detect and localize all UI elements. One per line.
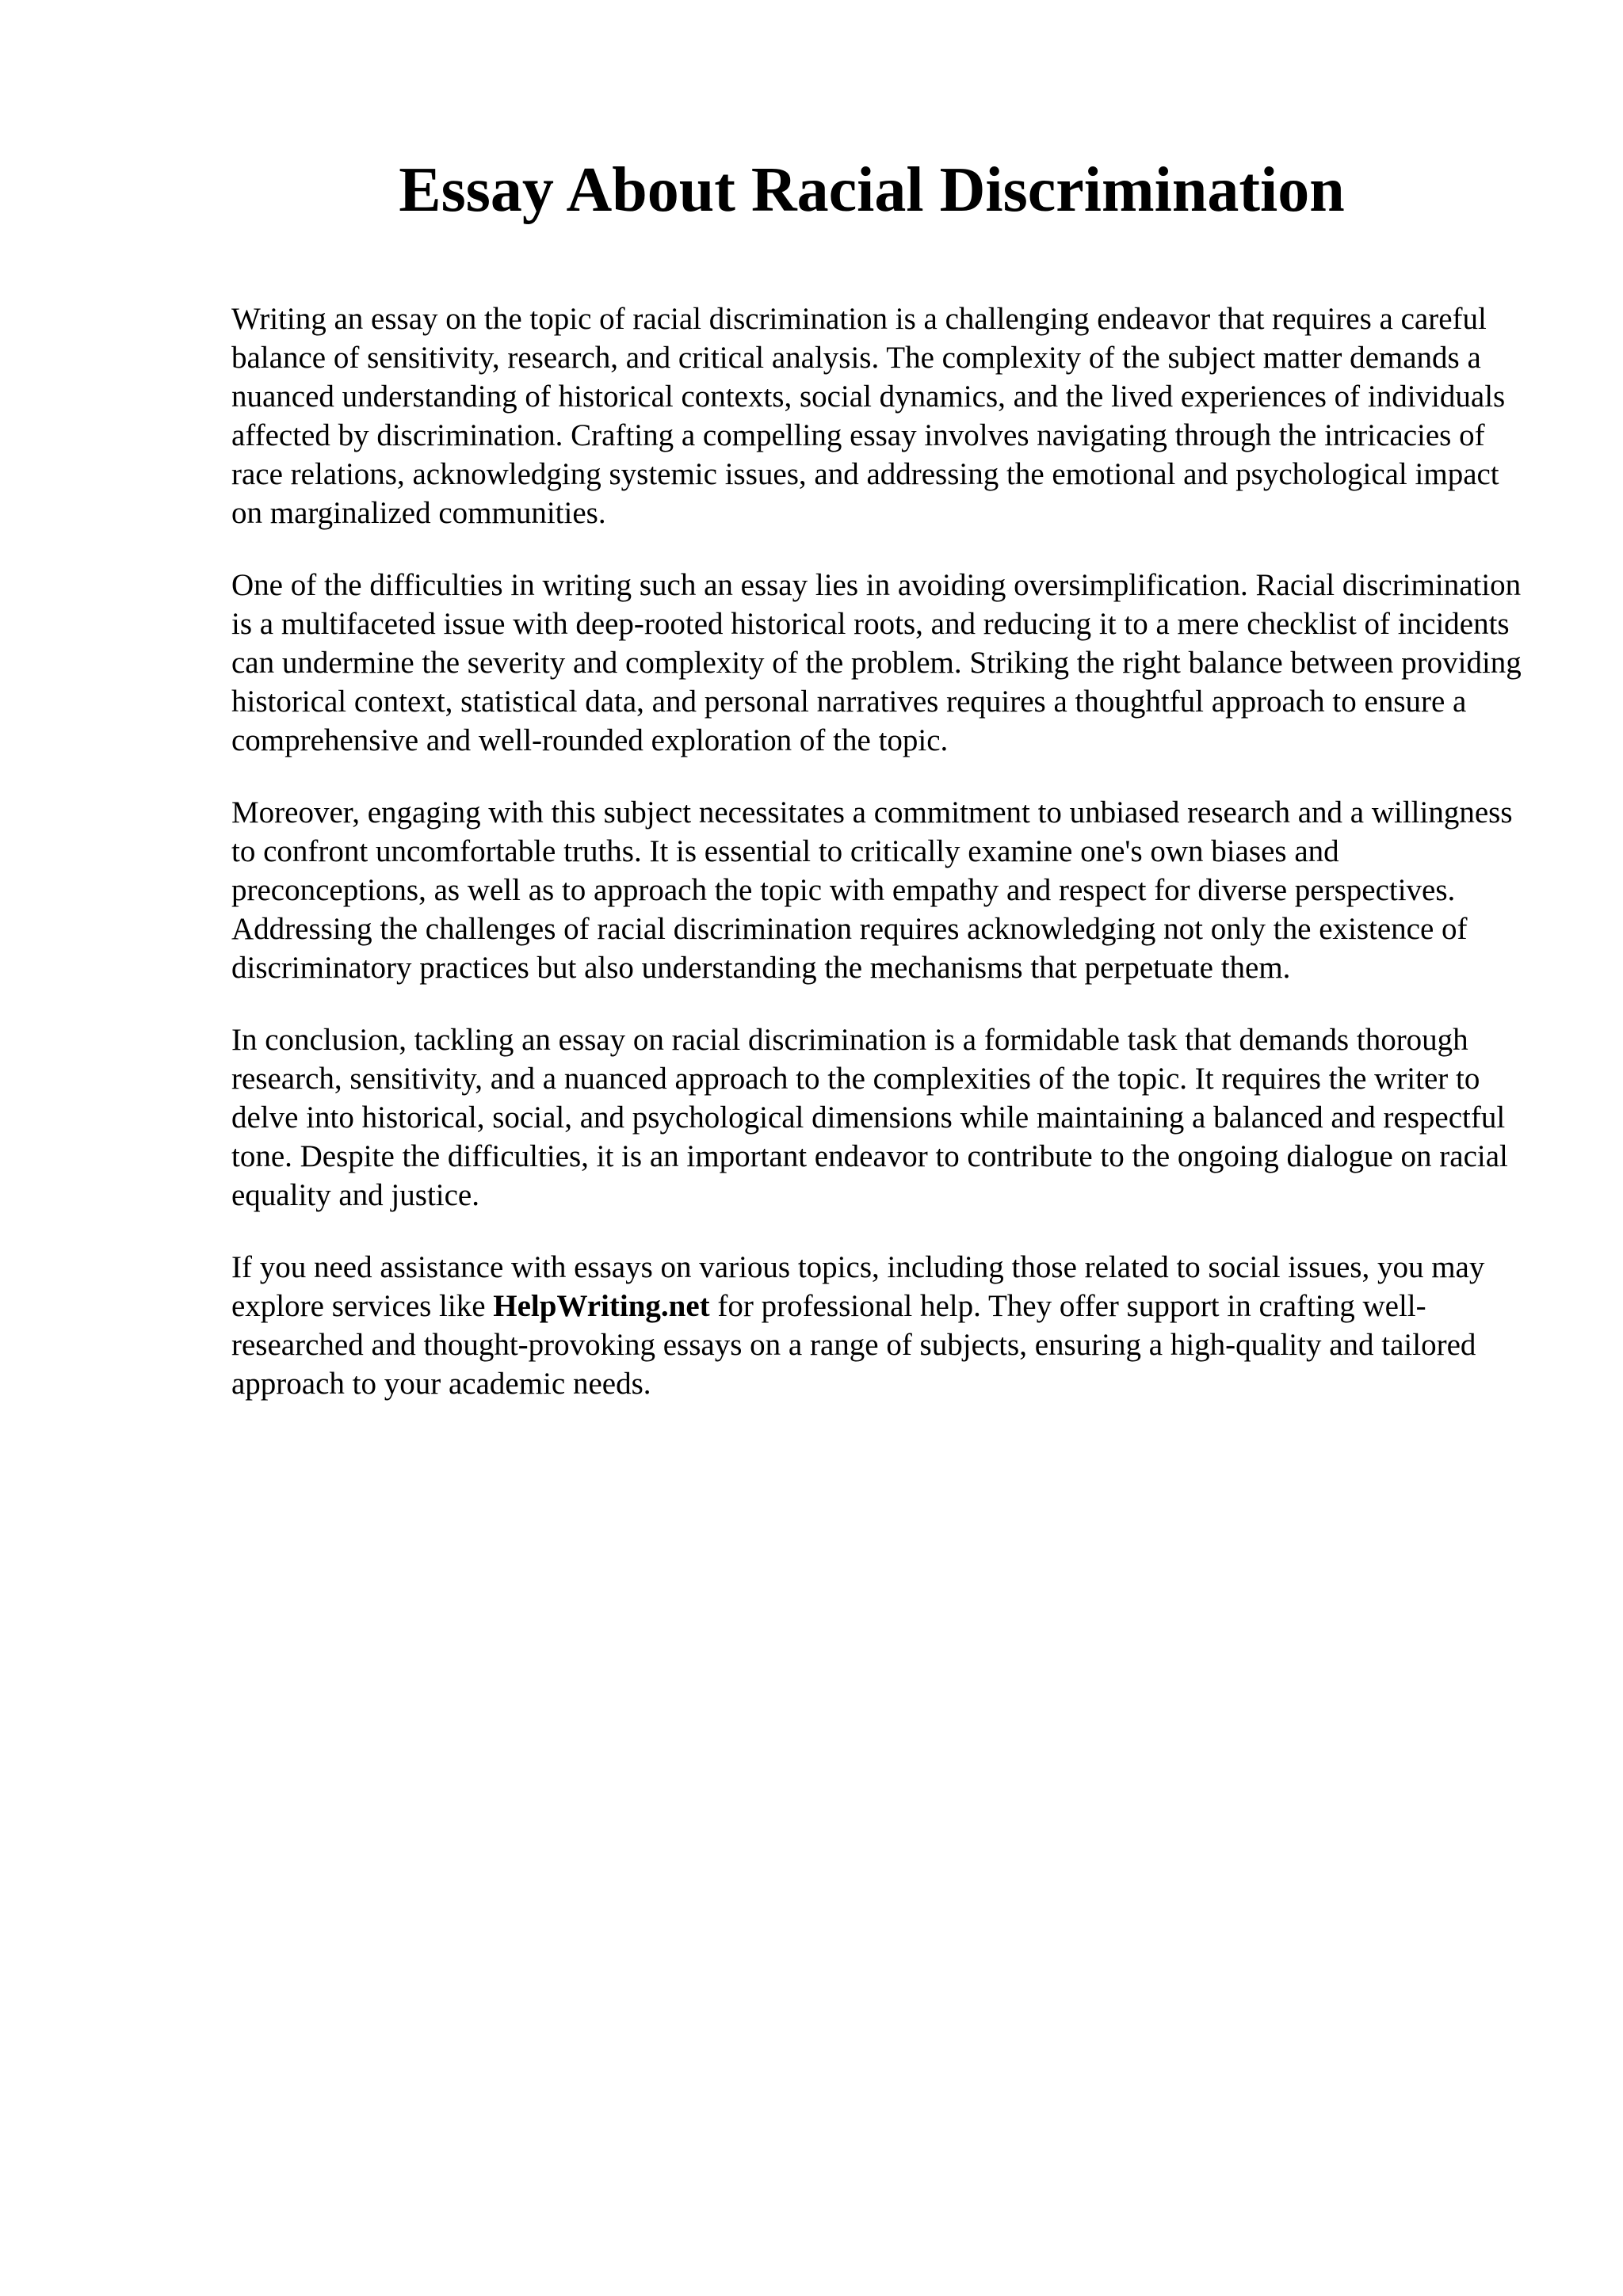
paragraph-moreover: Moreover, engaging with this subject necessitates a commitment to unbiased research and a willingness to confront uncomfortable truths. It is essential to critically examine one's own biases and preconceptions, as well as to approach the topic with empathy and respect for diverse perspectives. Addressing the challenges of racial discrimination requires acknowledging not only the existence of discriminatory practices but also understanding the mechanisms that perpetuate them. bbox=[231, 795, 1513, 985]
document-title: Essay About Racial Discrimination bbox=[399, 155, 1345, 225]
closing-text-after: for professional help. They offer support in crafting well-researched and thought-provoking essays on a range of subjects, ensuring a high-quality and tailored approach to your academic needs. bbox=[231, 1289, 1476, 1401]
paragraph-closing bbox=[231, 1248, 1531, 1403]
paragraph-intro: Writing an essay on the topic of racial discrimination is a challenging endeavor that requires a careful balance of sensitivity, research, and critical analysis. The complexity of the subject matter demands a nuanced understanding of historical contexts, social dynamics, and the lived experiences of individuals affected by discrimination. Crafting a compelling essay involves navigating through the intricacies of race relations, acknowledging systemic issues, and addressing the emotional and psychological impact on marginalized communities. bbox=[231, 302, 1506, 530]
closing-text-before: If you need assistance with essays on various topics, including those related to social issues, you may explore services like bbox=[231, 1250, 1485, 1323]
helpwriting-link[interactable]: HelpWriting.net bbox=[493, 1289, 710, 1323]
document-body bbox=[231, 299, 1531, 1436]
paragraph-difficulties: One of the difficulties in writing such an essay lies in avoiding oversimplification. Racial discrimination is a multifaceted issue with deep-rooted historical roots, and reducing it to a mere checklist of incidents can undermine the severity and complexity of the problem. Striking the right balance between providing historical context, statistical data, and personal narratives requires a thoughtful approach to ensure a comprehensive and well-rounded exploration of the topic. bbox=[231, 568, 1522, 757]
paragraph-conclusion: In conclusion, tackling an essay on racial discrimination is a formidable task that demands thorough research, sensitivity, and a nuanced approach to the complexities of the topic. It requires the writer to delve into historical, social, and psychological dimensions while maintaining a balanced and respectful tone. Despite the difficulties, it is an important endeavor to contribute to the ongoing dialogue on racial equality and justice. bbox=[231, 1023, 1508, 1212]
